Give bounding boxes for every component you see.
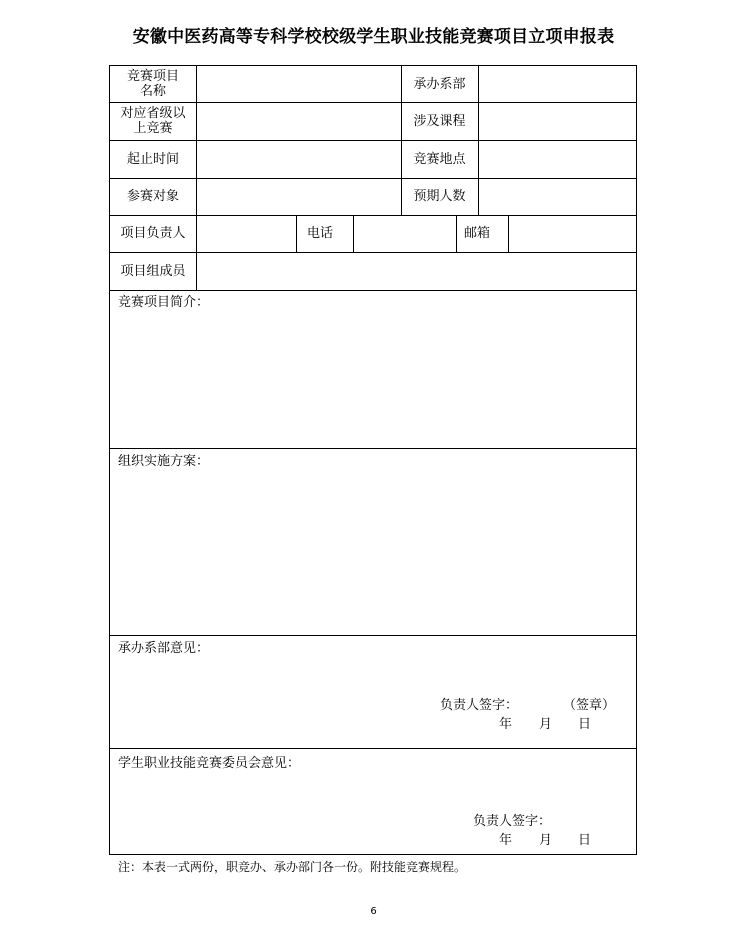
period-label: 起止时间 [126,152,179,167]
committee-opinion-field[interactable] [110,773,636,813]
host-dept-label: 承办系部 [413,77,466,92]
provincial-competition-field[interactable] [197,103,401,140]
application-form [109,65,637,855]
dept-month-label: 月 [539,717,553,732]
project-name-label: 竞赛项目 名称 [126,69,179,99]
course-label: 涉及课程 [413,114,466,129]
document-title: 安徽中医药高等专科学校校级学生职业技能竞赛项目立项申报表 [132,27,615,47]
provincial-competition-label: 对应省级以 上竞赛 [120,106,186,136]
row-divider [110,635,636,636]
phone-field[interactable] [354,216,456,252]
leader-field[interactable] [197,216,296,252]
period-field[interactable] [197,141,401,178]
dept-opinion-field[interactable] [110,658,636,698]
row-divider [110,448,636,449]
dept-day-label: 日 [578,717,592,732]
host-dept-field[interactable] [479,66,636,102]
committee-opinion-label: 学生职业技能竞赛委员会意见： [118,756,301,771]
expected-count-label: 预期人数 [413,189,466,204]
participants-label: 参赛对象 [126,189,179,204]
col-divider [296,215,297,252]
committee-day-label: 日 [578,833,592,848]
location-field[interactable] [479,141,636,178]
dept-signer-label: 负责人签字： [440,698,519,713]
dept-seal-label: （签章） [563,698,616,713]
plan-section-field[interactable] [110,471,636,635]
location-label: 竞赛地点 [413,152,466,167]
committee-month-label: 月 [539,833,553,848]
committee-signer-label: 负责人签字： [473,814,552,829]
members-label: 项目组成员 [120,264,186,279]
email-label: 邮箱 [464,226,491,241]
course-field[interactable] [479,103,636,140]
footer-note: 注：本表一式两份，职竞办、承办部门各一份。附技能竞赛规程。 [118,860,467,874]
col-divider [456,215,457,252]
row-divider [110,748,636,749]
committee-year-label: 年 [499,833,513,848]
plan-section-label: 组织实施方案： [118,454,210,469]
email-field[interactable] [509,216,636,252]
dept-opinion-label: 承办系部意见： [118,641,210,656]
leader-label: 项目负责人 [120,226,186,241]
expected-count-field[interactable] [479,179,636,215]
intro-section-label: 竞赛项目简介： [118,295,210,310]
dept-year-label: 年 [499,717,513,732]
project-name-field[interactable] [197,66,401,102]
participants-field[interactable] [197,179,401,215]
row-divider [110,290,636,291]
members-field[interactable] [197,253,636,290]
intro-section-field[interactable] [110,312,636,448]
phone-label: 电话 [307,226,334,241]
page-number: 6 [370,906,377,917]
